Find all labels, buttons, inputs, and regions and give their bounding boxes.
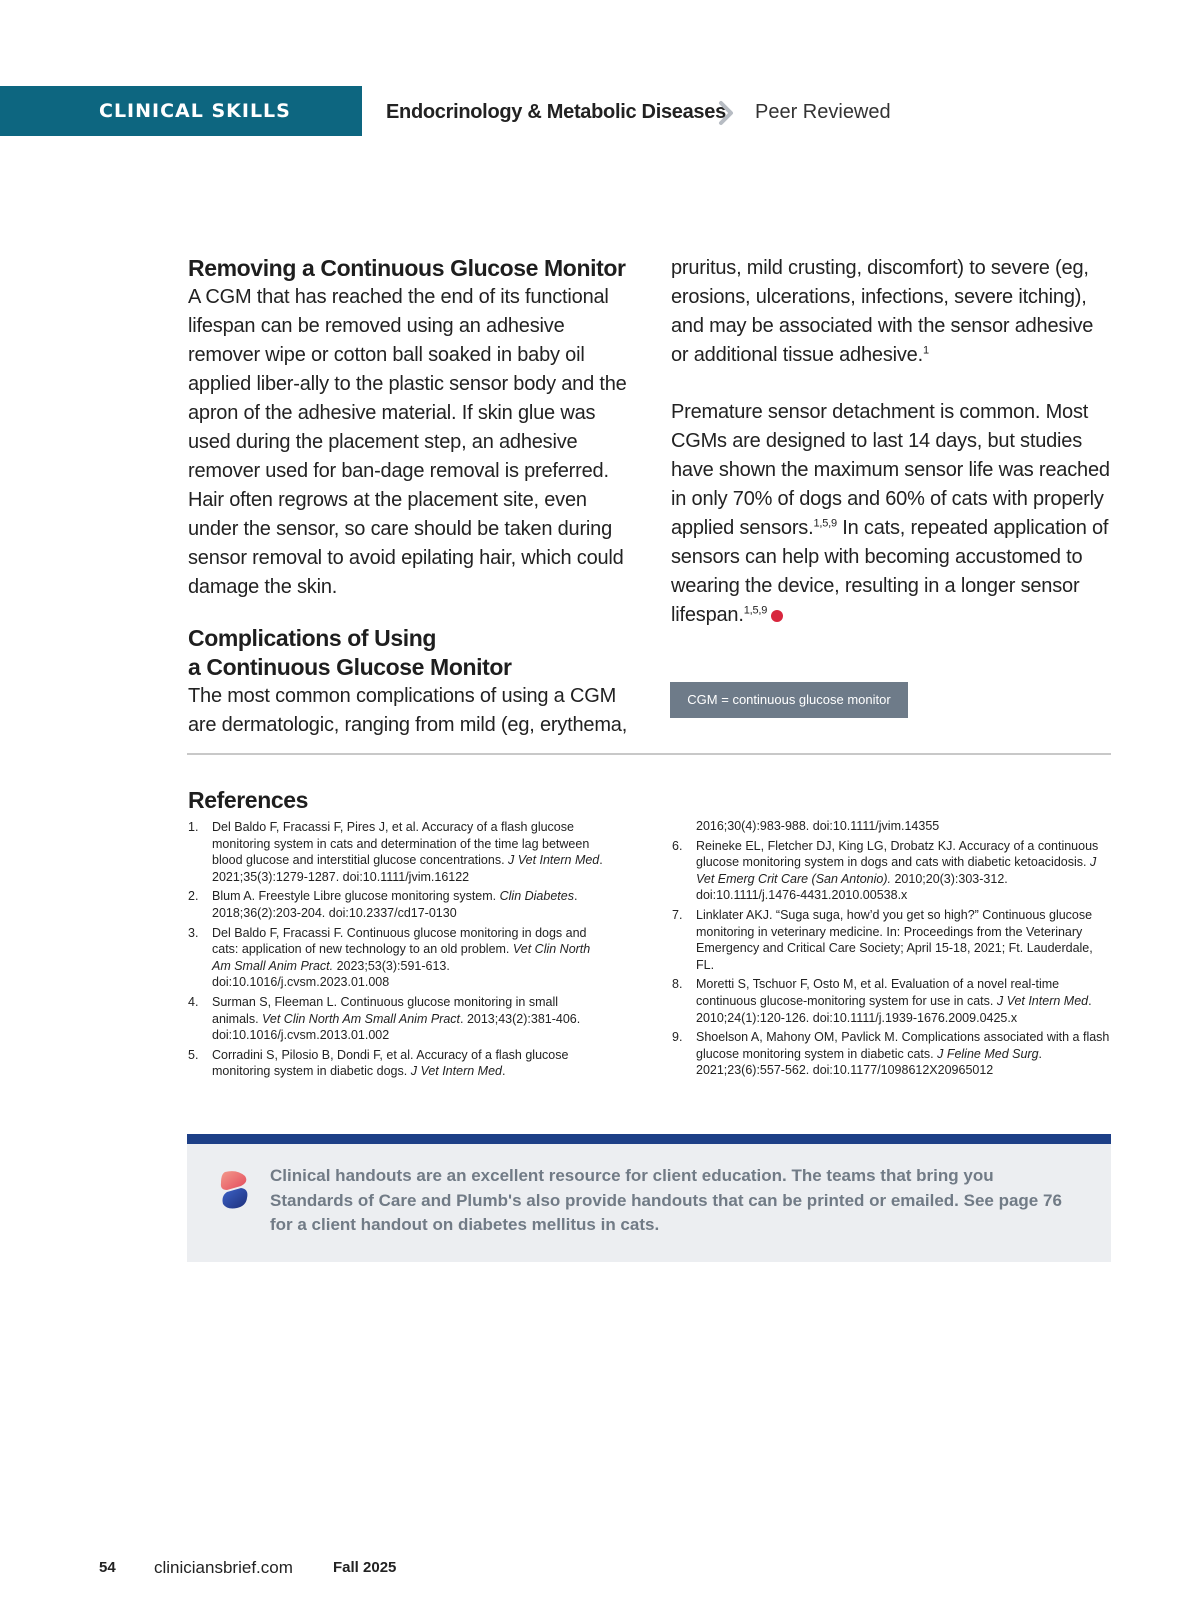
section-tag [0, 86, 362, 136]
callout-top-bar [187, 1134, 1111, 1144]
standards-of-care-logo-icon [219, 1170, 249, 1210]
reference-item: 5. Corradini S, Pilosio B, Dondi F, et al. Accuracy of a flash glucose monitoring system in diabetic dogs. J Vet Intern Med. [188, 1047, 569, 1079]
para-complications-start: The most common complications of using a CGM are dermatologic, ranging from mild (eg, erythema, [188, 685, 628, 736]
callout-text: Clinical handouts are an excellent resource for client education. The teams that bring you Standards of Care and Plumb's also provide handouts that can be printed or emailed. See page 76 for a client handout on diabetes mellitus in cats. [270, 1166, 1062, 1234]
reference-item: 2. Blum A. Freestyle Libre glucose monitoring system. Clin Diabetes. 2018;36(2):203-204. doi:10.2337/cd17-0130 [188, 889, 578, 920]
references-heading: References [188, 787, 309, 813]
heading-complications-line2: a Continuous Glucose Monitor [188, 654, 512, 680]
reference-item: 4. Surman S, Fleeman L. Continuous glucose monitoring in small animals. Vet Clin North Am Small Anim Pract. 2013;43(2):381-406. doi:10.1016/j.cvsm.2013.01.002 [188, 994, 581, 1043]
reference-item: 8. Moretti S, Tschuor F, Osto M, et al. Evaluation of a novel real-time continuous glucose-monitoring system for use in cats. J Vet Intern Med. 2010;24(1):120-126. doi:10.1111/j.1939-1676.2009.0425.x [672, 977, 1092, 1025]
heading-removing: Removing a Continuous Glucose Monitor [188, 255, 626, 281]
chevron-right-icon [716, 100, 736, 126]
page-number: 54 [99, 1559, 116, 1576]
abbreviation-box: CGM = continuous glucose monitor [670, 682, 908, 718]
citation-sup: 1,5,9 [813, 517, 837, 530]
para-detachment [671, 398, 1111, 630]
citation-sup: 1,5,9 [743, 604, 768, 617]
para-complications-end-text: pruritus, mild crusting, discomfort) to severe (eg, erosions, ulcerations, infections, severe itching), and may be associated with the sensor adhesive or additional tissue adhesive. [671, 257, 1094, 366]
heading-complications [188, 624, 628, 682]
article-column-right [671, 254, 1111, 630]
client-handout-callout [187, 1144, 1111, 1262]
end-of-article-dot-icon [771, 610, 783, 622]
breadcrumb-category[interactable]: Endocrinology & Metabolic Diseases [386, 101, 726, 123]
heading-complications-line1: Complications of Using [188, 625, 437, 651]
section-tag-label: CLINICAL SKILLS [99, 100, 291, 122]
article-column-left [188, 254, 628, 740]
reference-item: 9. Shoelson A, Mahony OM, Pavlick M. Complications associated with a flash glucose monitoring system in diabetic cats. J Feline Med Surg. 2021;23(6):557-562. doi:10.1177/1098612X20965012 [672, 1030, 1110, 1078]
references-list-left [188, 819, 608, 1083]
reference-item-continued: 2016;30(4):983-988. doi:10.1111/jvim.14355 [696, 819, 940, 833]
citation-sup: 1 [922, 344, 929, 357]
para-removing: A CGM that has reached the end of its functional lifespan can be removed using an adhesive remover wipe or cotton ball soaked in baby oil applied liber-ally to the plastic sensor body and the apron of the adhesive material. If skin glue was used during the placement step, an adhesive remover used for ban-dage removal is preferred. Hair often regrows at the placement site, even under the sensor, so care should be taken during sensor removal to avoid epilating hair, which could damage the skin. [188, 286, 627, 598]
reference-item: 3. Del Baldo F, Fracassi F. Continuous glucose monitoring in dogs and cats: application of new technology to an old problem. Vet Clin North Am Small Anim Pract. 2023;53(3):591-613. doi:10.1016/j.cvsm.2023.01.008 [188, 925, 591, 990]
para-detachment-text-a: Premature sensor detachment is common. Most CGMs are designed to last 14 days, but studies have shown the maximum sensor life was reached in only 70% of dogs and 60% of cats with properly applied sensors. [671, 401, 1110, 539]
breadcrumb-type[interactable]: Peer Reviewed [755, 101, 891, 123]
reference-item: 6. Reineke EL, Fletcher DJ, King LG, Drobatz KJ. Accuracy of a continuous glucose monitoring system in dogs and cats with diabetic ketoacidosis. J Vet Emerg Crit Care (San Antonio). 2010;20(3):303-312. doi:10.1111/j.1476-4431.2010.00538.x [672, 838, 1099, 903]
footer-site-link[interactable]: cliniciansbrief.com [154, 1558, 293, 1577]
reference-item: 7. Linklater AKJ. “Suga suga, how’d you get so high?” Continuous glucose monitoring in veterinary medicine. In: Proceedings from the Veterinary Emergency and Critical Care Society; April 15-18, 2021; Ft. Lauderdale, FL. [672, 907, 1093, 972]
para-detachment-text-b: In cats, repeated application of sensors can help with becoming accustomed to wearing the device, resulting in a longer sensor lifespan. [671, 517, 1109, 626]
reference-item: 1. Del Baldo F, Fracassi F, Pires J, et al. Accuracy of a flash glucose monitoring system in cats and determination of the time lag between blood glucose and interstitial glucose concentrations. J Vet Intern Med. 2021;35(3):1279-1287. doi:10.1111/jvim.16122 [188, 820, 603, 884]
para-complications-end [671, 254, 1111, 370]
references-list-right [672, 818, 1112, 1082]
section-divider [187, 753, 1111, 755]
footer-issue: Fall 2025 [333, 1559, 397, 1576]
